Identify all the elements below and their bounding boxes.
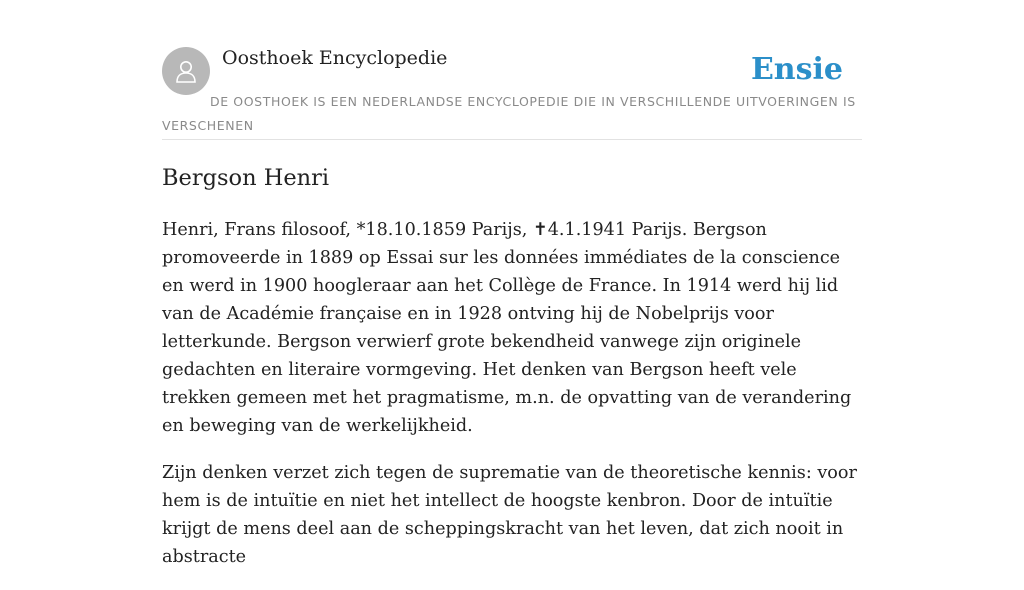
- article-title: Bergson Henri: [162, 165, 330, 191]
- article-body: [162, 216, 866, 590]
- user-icon: [171, 56, 201, 86]
- source-header: [162, 46, 862, 140]
- source-avatar[interactable]: [162, 47, 210, 95]
- source-name-link[interactable]: Oosthoek Encyclopedie: [222, 47, 448, 69]
- ensie-logo[interactable]: Ensie: [750, 52, 843, 87]
- article-paragraph: Zijn denken verzet zich tegen de suprematie van de theoretische kennis: voor hem is de intuïtie en niet het intellect de hoogste kenbron. Door de intuïtie krijgt de mens deel aan de scheppingskracht van het leven, dat zich nooit in abstracte: [162, 463, 857, 567]
- source-description: DE OOSTHOEK IS EEN NEDERLANDSE ENCYCLOPEDIE DIE IN VERSCHILLENDE UITVOERINGEN IS VERSCHENEN: [162, 94, 856, 133]
- article-paragraph: Henri, Frans filosoof, *18.10.1859 Parijs, ✝4.1.1941 Parijs. Bergson promoveerde in 1889 op Essai sur les données immédiates de la conscience en werd in 1900 hoogleraar aan het Collège de France. In 1914 werd hij lid van de Académie française en in 1928 ontving hij de Nobelprijs voor letterkunde. Bergson verwierf grote bekendheid vanwege zijn originele gedachten en literaire vormgeving. Het denken van Bergson heeft vele trekken gemeen met het pragmatisme, m.n. de opvatting van de verandering en beweging van de werkelijkheid.: [162, 220, 852, 436]
